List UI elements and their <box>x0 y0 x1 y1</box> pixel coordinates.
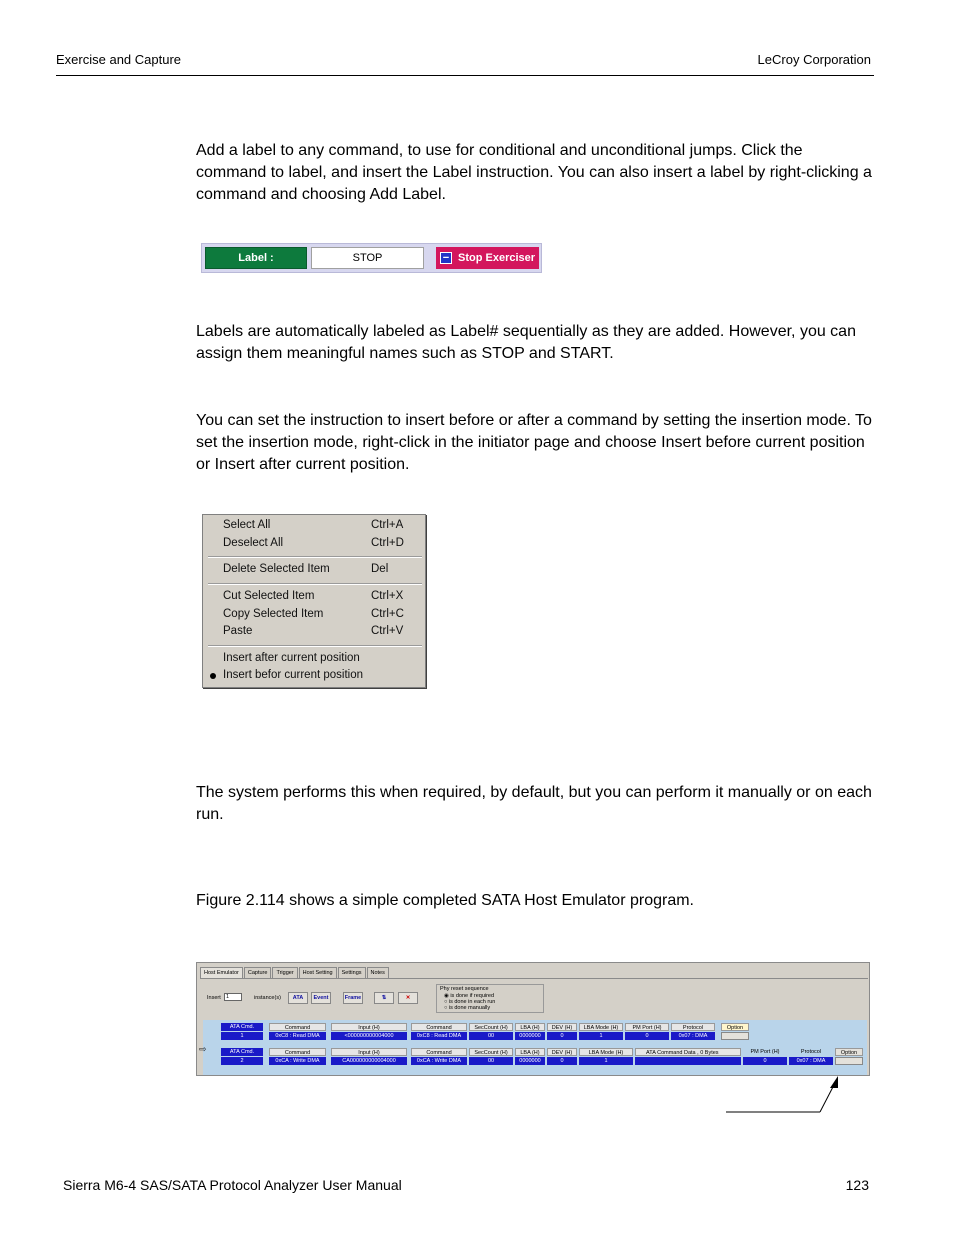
column-header: PM Port (H) <box>625 1023 669 1031</box>
column-header: SecCount (H) <box>469 1048 513 1056</box>
tab-trigger[interactable]: Trigger <box>272 967 297 978</box>
paragraph-figure-reference: Figure 2.114 shows a simple completed SATA Host Emulator program. <box>196 892 694 909</box>
column-header: DEV (H) <box>547 1023 577 1031</box>
grid-cell[interactable]: 00 <box>469 1032 513 1040</box>
menu-item-shortcut: Ctrl+D <box>371 537 404 549</box>
running-header-section: Exercise and Capture <box>56 52 182 67</box>
tab-divider <box>200 978 868 979</box>
grid-cell[interactable]: 0 <box>547 1057 577 1065</box>
column-header: Command <box>269 1048 326 1056</box>
insert-label: Insert <box>207 995 221 1001</box>
stop-exerciser-button[interactable] <box>436 247 539 269</box>
column-header: Input (H) <box>331 1048 407 1056</box>
running-header-company: LeCroy Corporation <box>757 52 871 67</box>
paragraph-phy-reset: The system performs this when required, by default, but you can perform it manually or on each run. <box>196 784 872 823</box>
grid-cell[interactable]: CA000000000004000 <box>331 1057 407 1065</box>
menu-item-shortcut: Del <box>371 563 389 575</box>
grid-cell[interactable]: 0000000 <box>515 1032 545 1040</box>
menu-item-insert-after[interactable] <box>223 652 413 669</box>
menu-item-cut[interactable] <box>223 590 413 607</box>
column-header: Protocol <box>671 1023 715 1031</box>
ata-cmd-tag[interactable]: ATA Cmd. <box>221 1023 263 1031</box>
menu-item-label: Deselect All <box>223 537 284 549</box>
label-instruction-strip <box>201 243 542 273</box>
grid-cell[interactable]: 00 <box>469 1057 513 1065</box>
menu-item-shortcut: Ctrl+X <box>371 590 404 602</box>
option-button[interactable] <box>721 1032 749 1040</box>
menu-separator <box>208 645 422 647</box>
ata-command-data-dropdown[interactable] <box>635 1057 741 1065</box>
menu-item-select-all[interactable] <box>223 519 413 536</box>
phy-reset-option-manual[interactable]: ○ is done manually <box>444 1005 491 1011</box>
column-header: PM Port (H) <box>743 1048 787 1056</box>
menu-item-label: Cut Selected Item <box>223 590 315 602</box>
column-header: LBA (H) <box>515 1048 545 1056</box>
delete-button[interactable]: ✕ <box>398 992 418 1004</box>
tab-strip <box>200 967 390 978</box>
tab-settings[interactable]: Settings <box>338 967 366 978</box>
grid-cell[interactable]: <000000000004000 <box>331 1032 407 1040</box>
menu-item-deselect-all[interactable] <box>223 537 413 554</box>
event-button[interactable]: Event <box>311 992 331 1004</box>
menu-item-label: Insert after current position <box>223 652 360 664</box>
paragraph-labels: Labels are automatically labeled as Label# sequentially as they are added. However, you can assign them meaningful names such as STOP and START. <box>196 323 856 362</box>
grid-cell[interactable]: 0xCA : Write DMA <box>269 1057 326 1065</box>
ata-button[interactable]: ATA <box>288 992 308 1004</box>
column-header: Protocol <box>789 1048 833 1056</box>
menu-item-label: Copy Selected Item <box>223 608 324 620</box>
column-header: Command <box>411 1048 467 1056</box>
column-header: ATA Command Data , 0 Bytes <box>635 1048 741 1056</box>
grid-cell[interactable]: 0xC8 : Read DMA <box>411 1032 467 1040</box>
grid-cell[interactable]: 0 <box>625 1032 669 1040</box>
instances-label: instance(s) <box>254 995 281 1001</box>
row-index: 2 <box>221 1057 263 1065</box>
grid-cell[interactable]: 1 <box>579 1057 633 1065</box>
paragraph-insertion-mode: You can set the instruction to insert before or after a command by setting the insertion mode. To set the insertion mode, right-click in the initiator page and choose Insert before current position or Insert after current position. <box>196 412 872 473</box>
menu-separator <box>208 583 422 585</box>
grid-cell[interactable]: 0 <box>743 1057 787 1065</box>
column-header: LBA (H) <box>515 1023 545 1031</box>
menu-item-label: Delete Selected Item <box>223 563 330 575</box>
menu-item-label: Insert befor current position <box>223 669 363 681</box>
callout-arrow-icon <box>720 1068 850 1118</box>
option-label: is done manually <box>448 1005 491 1011</box>
column-header: LBA Mode (H) <box>579 1048 633 1056</box>
column-header: Option <box>835 1048 863 1056</box>
column-header: Command <box>411 1023 467 1031</box>
frame-button[interactable]: Frame <box>343 992 363 1004</box>
column-header: Option <box>721 1023 749 1031</box>
menu-item-shortcut: Ctrl+V <box>371 625 404 637</box>
context-menu <box>202 514 426 688</box>
grid-cell[interactable]: 0xCA : Write DMA <box>411 1057 467 1065</box>
header-rule <box>56 75 874 76</box>
option-button[interactable] <box>835 1057 863 1065</box>
phy-reset-title: Phy reset sequence <box>440 986 489 992</box>
column-header: Input (H) <box>331 1023 407 1031</box>
column-header: LBA Mode (H) <box>579 1023 623 1031</box>
grid-cell[interactable]: 0 <box>547 1032 577 1040</box>
row-index: 1 <box>221 1032 263 1040</box>
label-tag: Label : <box>205 247 307 269</box>
tab-host-emulator[interactable]: Host Emulator <box>200 967 243 978</box>
phy-reset-option-required[interactable]: ◉ is done if required <box>444 993 495 999</box>
page-number: 123 <box>845 1177 869 1193</box>
menu-item-shortcut: Ctrl+A <box>371 519 404 531</box>
move-icon[interactable]: ⇅ <box>374 992 394 1004</box>
host-emulator-panel <box>196 962 870 1076</box>
tab-notes[interactable]: Notes <box>367 967 389 978</box>
current-position-arrow-icon: ⇨ <box>199 1044 207 1054</box>
menu-item-copy[interactable] <box>223 608 413 625</box>
stop-exerciser-label: Stop Exerciser <box>458 252 536 264</box>
phy-reset-group <box>436 984 544 1013</box>
ata-cmd-tag[interactable]: ATA Cmd. <box>221 1048 263 1056</box>
column-header: DEV (H) <box>547 1048 577 1056</box>
phy-reset-option-each-run[interactable]: ○ is done in each run <box>444 999 496 1005</box>
menu-item-paste[interactable] <box>223 625 413 642</box>
grid-cell[interactable]: 0000000 <box>515 1057 545 1065</box>
menu-item-shortcut: Ctrl+C <box>371 608 404 620</box>
grid-cell[interactable]: 1 <box>579 1032 623 1040</box>
option-label: is done in each run <box>448 999 496 1005</box>
column-header: Command <box>269 1023 326 1031</box>
menu-separator <box>208 556 422 558</box>
menu-item-label: Select All <box>223 519 271 531</box>
column-header: SecCount (H) <box>469 1023 513 1031</box>
label-name-field[interactable]: STOP <box>311 247 424 269</box>
paragraph-add-label: Add a label to any command, to use for conditional and unconditional jumps. Click the command to label, and insert the Label instruction. You can also insert a label by right-clicking a command and choosing Add Label. <box>196 142 872 203</box>
grid-cell[interactable]: 0x07 : DMA <box>789 1057 833 1065</box>
option-label: is done if required <box>450 993 495 999</box>
grid-cell[interactable]: 0x07 : DMA <box>671 1032 715 1040</box>
radio-bullet-icon <box>210 673 216 679</box>
menu-item-insert-before[interactable] <box>223 669 413 686</box>
tab-capture[interactable]: Capture <box>244 967 272 978</box>
menu-item-label: Paste <box>223 625 253 637</box>
insert-count-input[interactable]: 1 <box>224 993 242 1001</box>
tab-host-setting[interactable]: Host Setting <box>299 967 337 978</box>
minus-icon: − <box>440 252 452 264</box>
grid-cell[interactable]: 0xC8 : Read DMA <box>269 1032 326 1040</box>
menu-item-delete-selected[interactable] <box>223 563 413 580</box>
footer-manual-title: Sierra M6-4 SAS/SATA Protocol Analyzer User Manual <box>63 1177 402 1193</box>
